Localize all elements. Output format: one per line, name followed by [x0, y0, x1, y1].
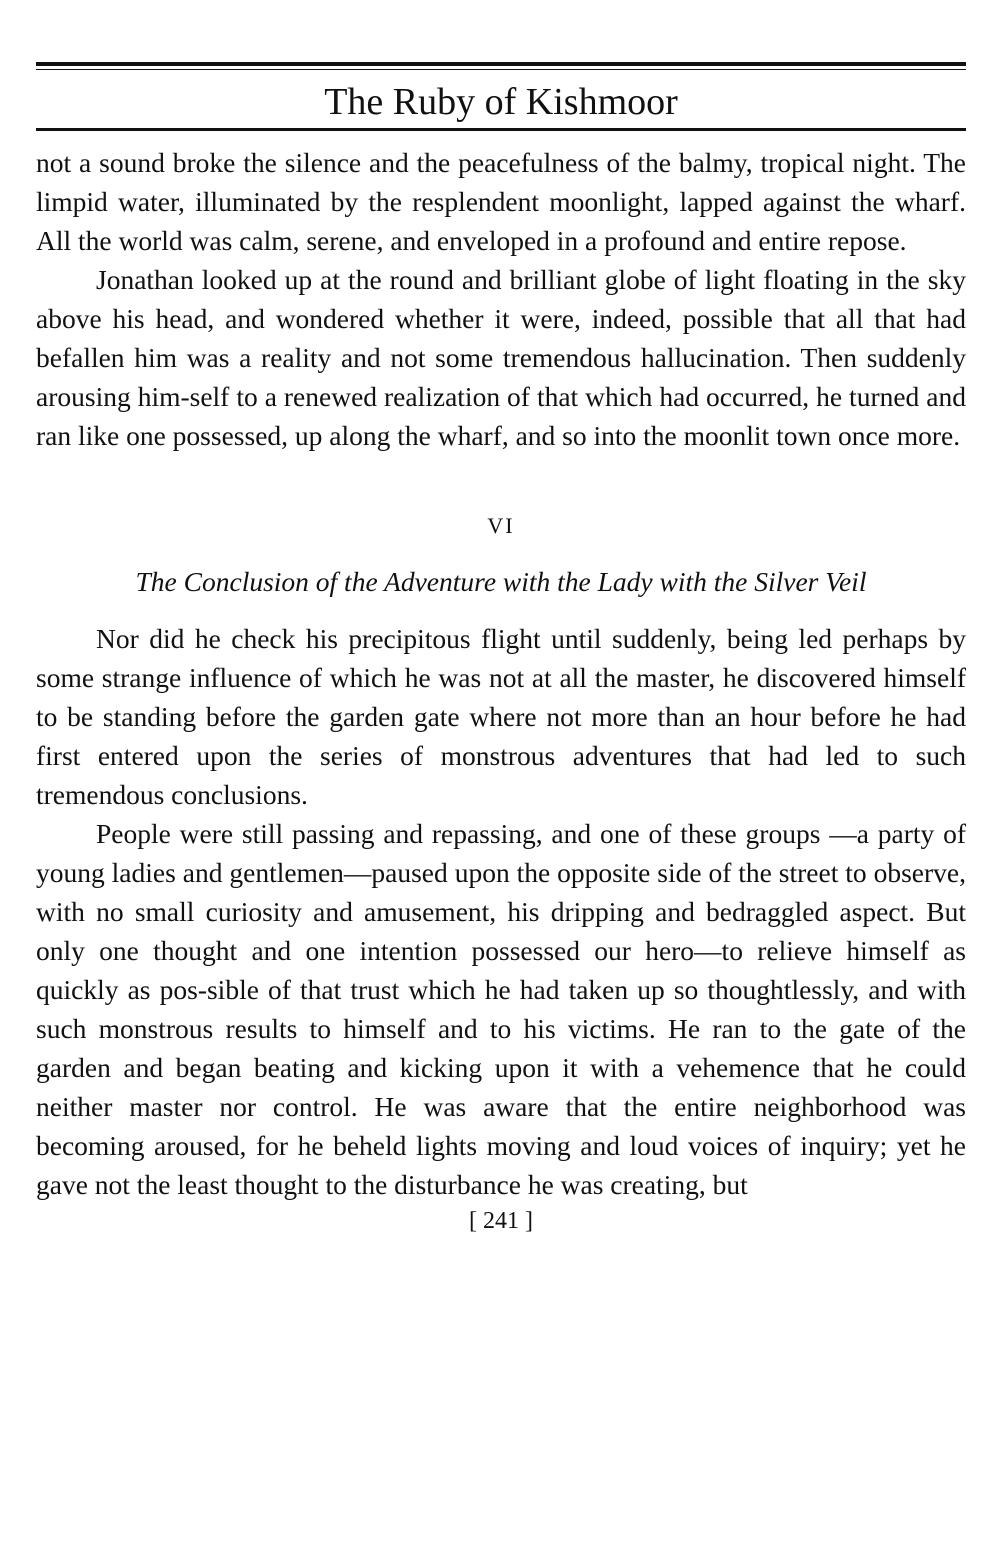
paragraph-people: People were still passing and repassing, and one of these groups —a party of young ladies and gentlemen—paused upon the opposite side of the street to observe, with no small curiosity and amusement, his dripping and bedraggled aspect. But only one thought and one intention possessed our hero—to relieve himself as quickly as pos-sible of that trust which he had taken up so thoughtlessly, and with such monstrous results to himself and to his victims. He ran to the gate of the garden and began beating and kicking upon it with a vehemence that he could neither master nor control. He was aware that the entire neighborhood was becoming aroused, for he beheld lights moving and loud voices of inquiry; yet he gave not the least thought to the disturbance he was creating, but: [36, 818, 966, 1200]
body-text-section-one: [36, 143, 966, 455]
paragraph-flight: Nor did he check his precipitous flight until suddenly, being led perhaps by some strange influence of which he was not at all the master, he discovered himself to be standing before the garden gate where not more than an hour before he had first entered upon the series of monstrous adventures that had led to such tremendous conclusions.: [36, 623, 966, 810]
header-rule-thin: [36, 69, 966, 70]
paragraph-continuation: not a sound broke the silence and the peacefulness of the balmy, tropical night. The limpid water, illuminated by the resplendent moonlight, lapped against the wharf. All the world was calm, serene, and enveloped in a profound and entire repose.: [36, 147, 966, 256]
header-rule-top: [36, 62, 966, 66]
body-text-section-two: [36, 619, 966, 1204]
chapter-number: VI: [487, 513, 515, 538]
page-number: [ 241 ]: [469, 1208, 533, 1234]
running-head: The Ruby of Kishmoor: [324, 81, 678, 123]
chapter-title: The Conclusion of the Adventure with the Lady with the Silver Veil: [135, 566, 867, 597]
book-page: [36, 62, 966, 1236]
header-rule-bottom: [36, 128, 966, 131]
paragraph-jonathan: Jonathan looked up at the round and brilliant globe of light floating in the sky above his head, and wondered whether it were, indeed, possible that all that had befallen him was a reality and not some tremendous hallucination. Then suddenly arousing him-self to a renewed realization of that which had occurred, he turned and ran like one possessed, up along the wharf, and so into the moonlit town once more.: [36, 264, 966, 451]
